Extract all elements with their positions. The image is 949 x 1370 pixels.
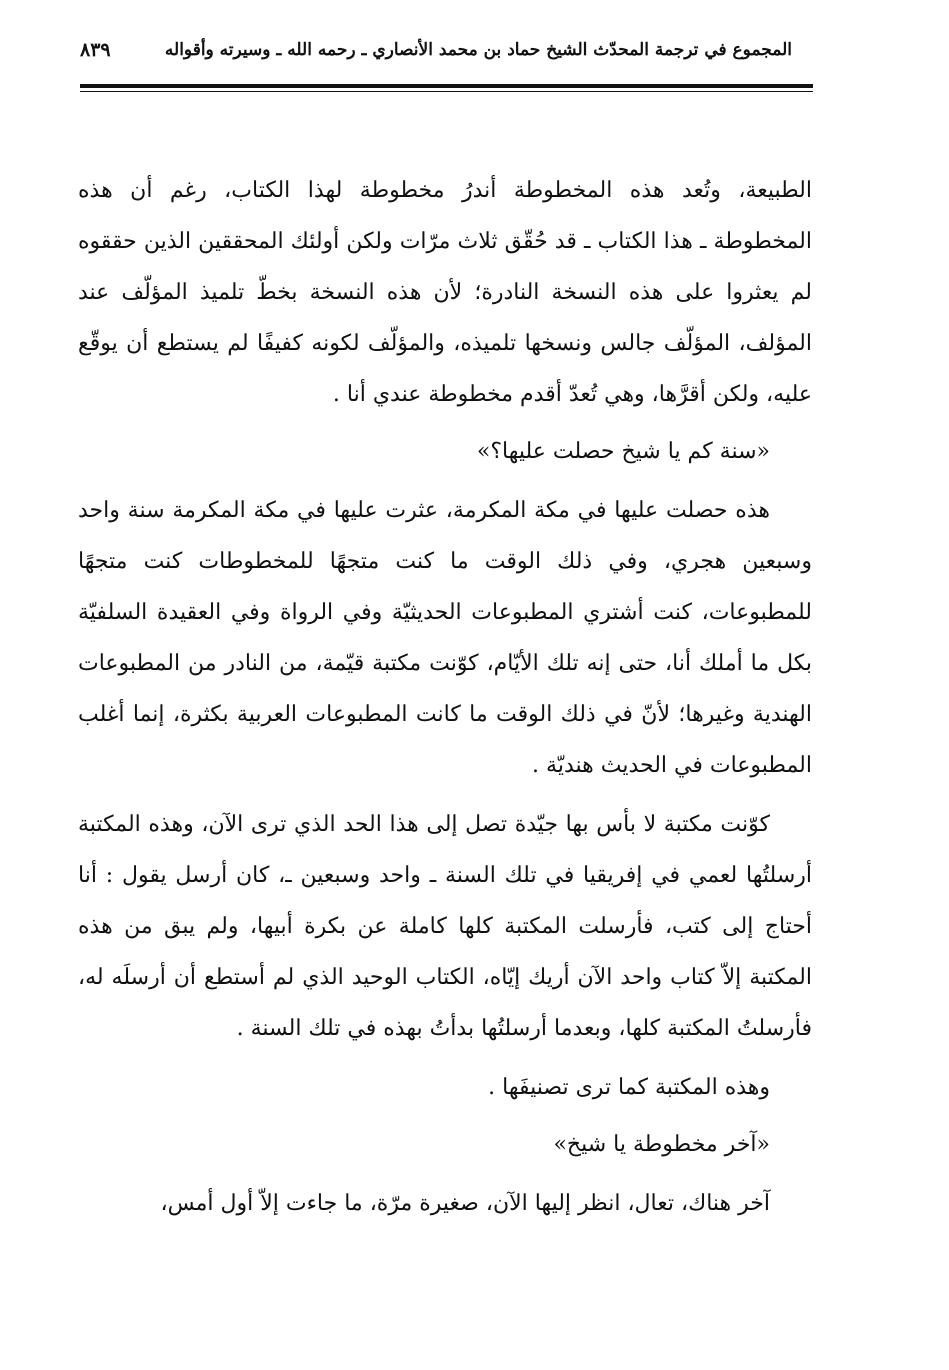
body-text bbox=[78, 165, 812, 1229]
paragraph: وهذه المكتبة كما ترى تصنيفَها . bbox=[488, 1075, 770, 1100]
question-line: «سنة كم يا شيخ حصلت عليها؟» bbox=[476, 439, 770, 464]
header-title: المجموع في ترجمة المحدّث الشيخ حماد بن محمد الأنصاري ـ رحمه الله ـ وسيرته وأقواله bbox=[164, 40, 792, 60]
running-header bbox=[80, 30, 792, 70]
header-rule bbox=[80, 84, 813, 88]
page-number: ٨٣٩ bbox=[80, 39, 111, 61]
paragraph: الطبيعة، وتُعد هذه المخطوطة أندرُ مخطوطة لهذا الكتاب، رغم أن هذه المخطوطة ـ هذا الكتاب ـ قد حُقّق ثلاث مرّات ولكن أولئك المحققين الذين حققوه لم يعثروا على هذه النسخة النادرة؛ لأن هذه النسخة بخطّ تلميذ المؤلّف عند المؤلف، المؤلّف جالس ونسخها تلميذه، والمؤلّف لكونه كفيفًا لم يستطع أن يوقّع عليه، ولكن أقرَّها، وهي تُعدّ أقدم مخطوطة عندي أنا . bbox=[78, 178, 812, 407]
paragraph: آخر هناك، تعال، انظر إليها الآن، صغيرة مرّة، ما جاءت إلاّ أول أمس، bbox=[160, 1191, 770, 1216]
paragraph: هذه حصلت عليها في مكة المكرمة، عثرت عليها في مكة المكرمة سنة واحد وسبعين هجري، وفي ذلك الوقت ما كنت متجهًا للمخطوطات كنت متجهًا للمطبوعات، كنت أشتري المطبوعات الحديثيّة وفي الرواة وفي العقيدة السلفيّة بكل ما أملك أنا، حتى إنه تلك الأيّام، كوّنت مكتبة قيّمة، من النادر من المطبوعات الهندية وغيرها؛ لأنّ في ذلك الوقت ما كانت المطبوعات العربية بكثرة، إنما أغلب المطبوعات في الحديث هنديّة . bbox=[78, 498, 812, 778]
question-line: «آخر مخطوطة يا شيخ» bbox=[553, 1132, 770, 1157]
header-rule-thin bbox=[80, 91, 813, 92]
paragraph: كوّنت مكتبة لا بأس بها جيّدة تصل إلى هذا الحد الذي ترى الآن، وهذه المكتبة أرسلتُها لعمي في إفريقيا في تلك السنة ـ واحد وسبعين ـ، كان أرسل يقول : أنا أحتاج إلى كتب، فأرسلت المكتبة كلها كاملة عن بكرة أبيها، ولم يبق من هذه المكتبة إلاّ كتاب واحد الآن أريك إيّاه، الكتاب الوحيد الذي لم أستطع أن أرسلَه له، فأرسلتُ المكتبة كلها، وبعدما أرسلتُها بدأتُ بهذه في تلك السنة . bbox=[78, 812, 812, 1041]
